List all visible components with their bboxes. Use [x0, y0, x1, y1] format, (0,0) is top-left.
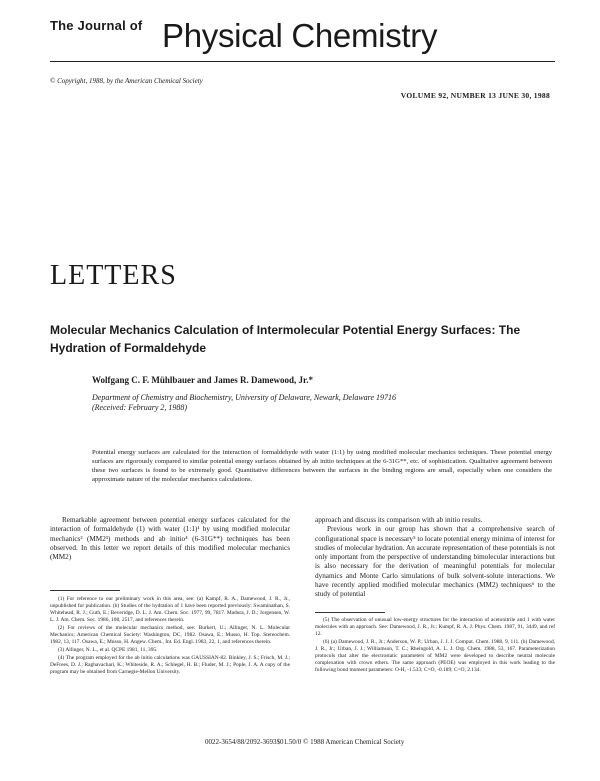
journal-name: Physical Chemistry [162, 17, 438, 54]
affiliation-block [92, 393, 552, 413]
footnote: (4) The program employed for the ab initio calculations was GAUSSIAN-82. Binkley, J. S.; Frisch, M. J.; DeFrees, D. J.; Raghavachari, K.; Whiteside, R. A.; Schlegel, H. B.; Fluder, M. J.; Pople, J. A. A copy of the program may be obtained from Carnegie-Mellon University. [50, 655, 290, 675]
footnotes-left [50, 596, 290, 677]
received-date: (Received: February 2, 1988) [92, 403, 188, 412]
footnotes-right [315, 617, 555, 675]
article-authors: Wolfgang C. F. Mühlbauer and James R. Damewood, Jr.* [92, 375, 313, 385]
journal-prefix: The Journal of [50, 18, 143, 33]
section-heading: LETTERS [50, 260, 177, 291]
volume-line: VOLUME 92, NUMBER 13 JUNE 30, 1988 [400, 91, 550, 100]
affiliation: Department of Chemistry and Biochemistry, University of Delaware, Newark, Delaware 19716 [92, 393, 397, 402]
footnote: (1) For reference to our preliminary work in this area, see: (a) Kampf, R. A., Damewood, J. R., Jr., unpublished for publication. (b) Studies of the hydration of 1 have been reported previously: Swaminathan, S. Whitehead, R. J.; Guth, E.; Beveridge, D. L. J. Am. Chem. Soc. 1977, 99, 7817. Madura, J. D.; Jorgensen, W. L. J. Am. Chem. Soc. 1986, 108, 2517, and references therein. [50, 596, 290, 623]
footnote: (5) The observation of unusual low-energy structures for the interaction of acetonitrile and 1 with water molecules with an approach. See: Damewood, J. R., Jr.; Kumpf, R. A. J. Phys. Chem. 1987, 91, 3449, and ref 12. [315, 617, 555, 637]
body-column-left [50, 516, 290, 562]
header-rule [50, 61, 555, 62]
footnote: (3) Allinger, N. L., et al. QCPE 1981, 11, 395. [58, 647, 158, 653]
abstract: Potential energy surfaces are calculated for the interaction of formaldehyde with water (1:1) by using modified molecular mechanics techniques. These potential energy surfaces are rigorously compared to similar potential energy surfaces obtained by ab initio techniques at the 6-31G**, etc. of sophistication. Qualitative agreement between these two surfaces is found to be extremely good. Quantitative differences between the surfaces in the binding regions are small, especially when one considers the approximate nature of the molecular mechanics calculations. [92, 449, 552, 483]
footnote: (6) (a) Damewood, J. R., Jr.; Anderson, W. P.; Urban, J. J. J. Comput. Chem. 1988, 9, 111. (b) Damewood, J. R., Jr.; Urban, J. J.; Williamson, T. C.; Rheingold, A. L. J. Org. Chem. 1988, 53, 167. Parameterization protocols that alter the electrostatic parameters of MM2 were developed to describe neutral molecule complexation with crown ethers. The same approach (PEOE) was employed in this work leading to the following bond moment parameters: O-H, -1.533; C=O, -0.189; C=O, 2.134. [315, 639, 555, 673]
body-column-right [315, 516, 555, 600]
copyright-line: © Copyright, 1988, by the American Chemical Society [50, 77, 203, 85]
page-footer: 0022-3654/88/2092-3693$01.50/0 © 1988 American Chemical Society [205, 738, 405, 746]
footnote-rule [315, 612, 385, 613]
body-paragraph: approach and discuss its comparison with ab initio results. [315, 516, 483, 524]
body-paragraph: Remarkable agreement between potential energy surfaces calculated for the interaction of formaldehyde (1) with water (1:1)¹ by using modified molecular mechanics² (MM2³) methods and ab initio⁴ (6-31G**) techniques has been observed. In this letter we report details of this modified molecular mechanics (MM2) [50, 516, 290, 562]
article-title: Molecular Mechanics Calculation of Intermolecular Potential Energy Surfaces: The Hydration of Formaldehyde [50, 323, 521, 355]
body-paragraph: Previous work in our group has shown that a comprehensive search of configurational space is necessary⁵ to locate potential energy minima of interest for studies of molecular hydration. An accurate representation of these potentials is not only important from the perspective of understanding bimolecular interactions but is also necessary for the derivation of meaningful potentials for molecular dynamics and Monte Carlo simulations of bulk solvent-solute interactions. We have recently applied modified molecular mechanics (MM2) techniques⁶ to the study of potential [315, 525, 555, 599]
footnote-rule [50, 590, 120, 591]
footnote: (2) For reviews of the molecular mechanics method, see: Burkert, U.; Allinger, N. L. Molecular Mechanics; American Chemical Society: Washington, DC, 1982. Osawa, E.; Musso, H. Top. Stereochem. 1982, 13, 117. Osawa, E.; Musso, H. Angew. Chem., Int. Ed. Engl. 1983, 22, 1, and references therein. [50, 625, 290, 645]
